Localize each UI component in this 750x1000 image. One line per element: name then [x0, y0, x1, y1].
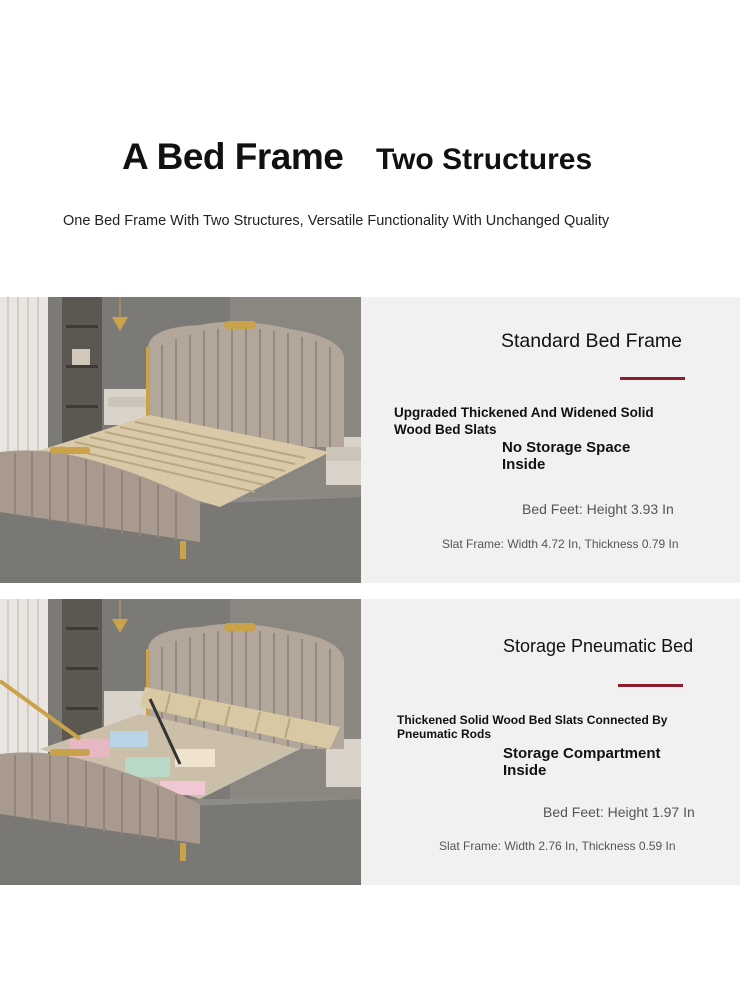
storage-text — [503, 745, 661, 779]
feature-line: Pneumatic Rods — [397, 727, 492, 741]
standard-bed-panel — [0, 297, 740, 583]
feature-line: Thickened Solid Wood Bed Slats Connected By — [397, 713, 668, 727]
accent-divider — [620, 377, 685, 380]
standard-bed-photo — [0, 297, 361, 583]
storage-line: Inside — [503, 762, 547, 779]
page-title-secondary: Two Structures — [376, 143, 593, 176]
storage-bed-panel — [0, 599, 740, 885]
storage-line: No Storage Space — [502, 439, 631, 456]
feature-line: Wood Bed Slats — [394, 422, 497, 437]
page-title: A Bed Frame — [122, 136, 344, 177]
storage-bed-photo — [0, 599, 361, 885]
feature-text — [397, 713, 707, 741]
storage-bed-info — [361, 599, 740, 885]
slat-frame-spec: Slat Frame: Width 4.72 In, Thickness 0.79 In — [442, 537, 679, 551]
accent-divider — [618, 684, 683, 687]
page-subtitle: One Bed Frame With Two Structures, Versatile Functionality With Unchanged Quality — [63, 213, 610, 229]
feature-text — [394, 404, 694, 438]
feature-line: Upgraded Thickened And Widened Solid — [394, 405, 654, 420]
standard-bed-info — [361, 297, 740, 583]
storage-line: Inside — [502, 456, 546, 473]
panel-title: Standard Bed Frame — [501, 330, 683, 352]
slat-frame-spec: Slat Frame: Width 2.76 In, Thickness 0.59 In — [439, 839, 676, 853]
storage-text — [502, 439, 630, 473]
storage-line: Storage Compartment — [503, 745, 661, 762]
bed-feet-spec: Bed Feet: Height 3.93 In — [522, 501, 674, 517]
bed-feet-spec: Bed Feet: Height 1.97 In — [543, 804, 695, 820]
panel-title: Storage Pneumatic Bed — [503, 636, 694, 656]
